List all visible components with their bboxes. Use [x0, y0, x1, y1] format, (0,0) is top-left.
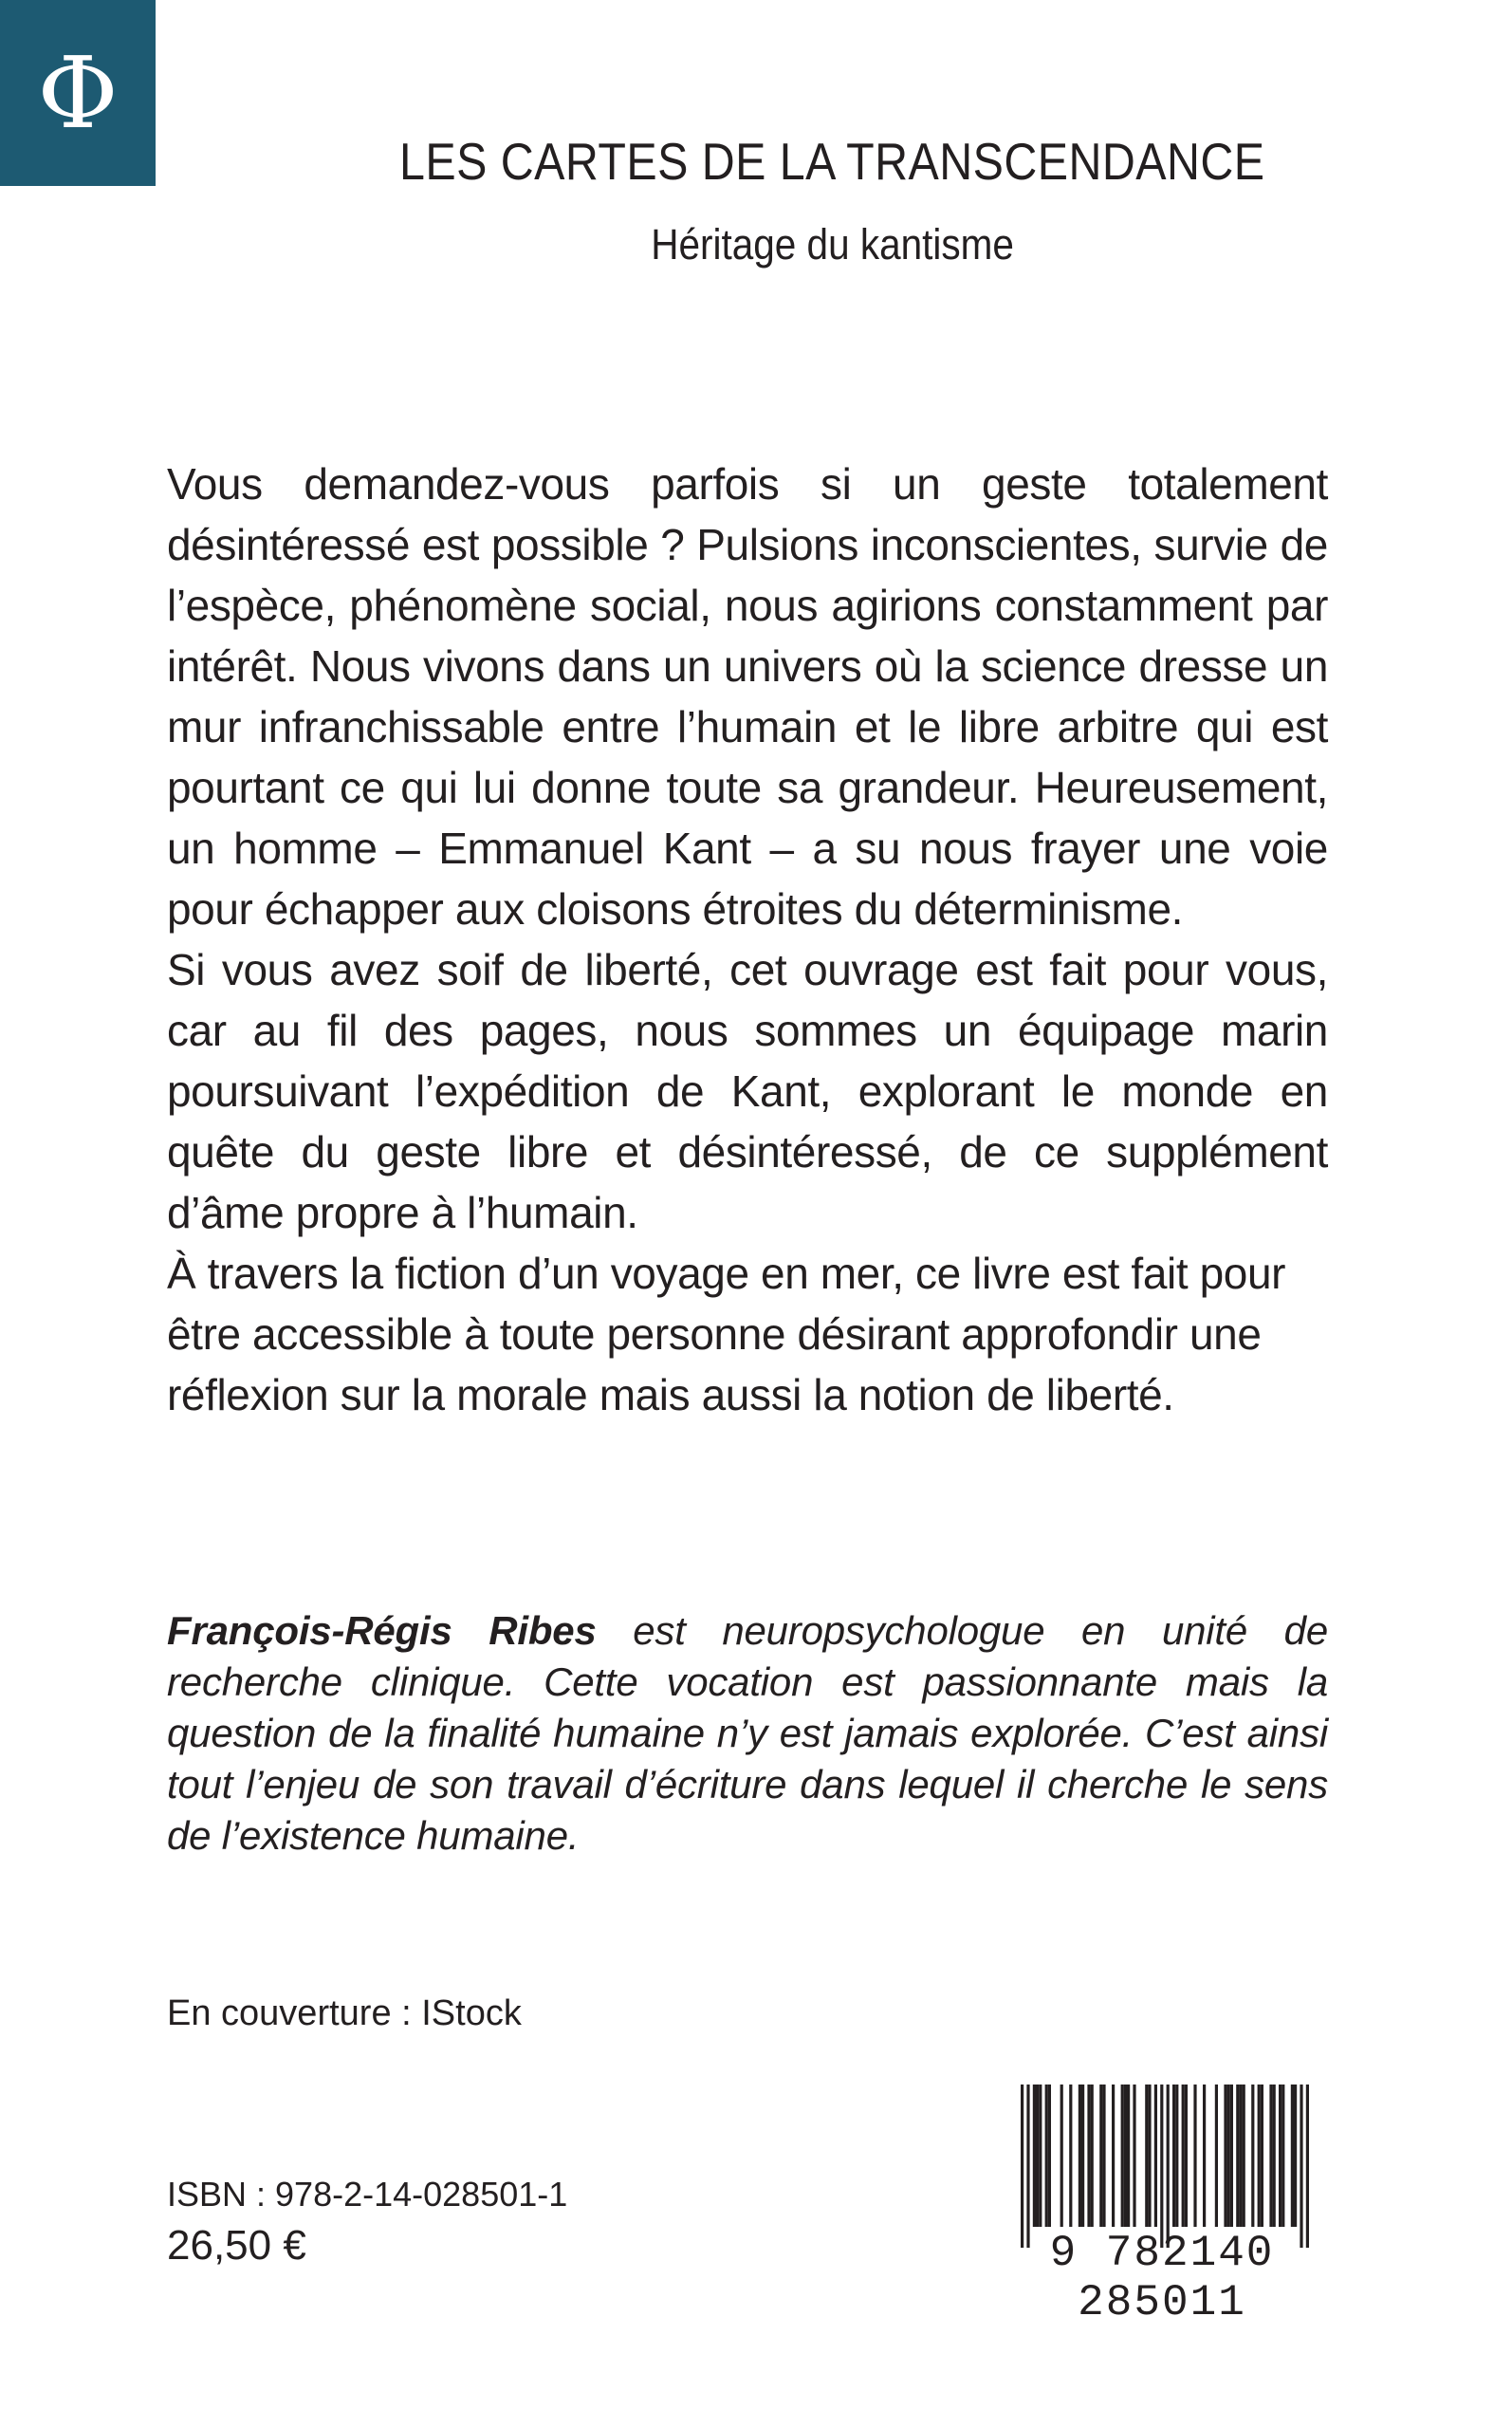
barcode-bar [1243, 2085, 1245, 2227]
barcode-bar [1026, 2085, 1029, 2248]
isbn: ISBN : 978-2-14-028501-1 [167, 2175, 568, 2214]
barcode-bar [1091, 2085, 1094, 2227]
barcode-bar [1227, 2085, 1230, 2227]
blurb-paragraph-2: Si vous avez soif de liberté, cet ouvrage est fait pour vous, car au fil des pages, nous sommes un équipage marin poursuivant l’expédition de Kant, explorant le monde en quête du geste libre et désintéressé, de ce supplément d’âme propre à l’humain. [167, 945, 1328, 1237]
barcode-bar [1279, 2085, 1282, 2227]
barcode-bar [1021, 2085, 1023, 2248]
barcode-bar [1282, 2085, 1284, 2227]
book-subtitle: Héritage du kantisme [651, 220, 1014, 269]
barcode-bar [1121, 2085, 1124, 2227]
barcode-bar [1133, 2085, 1135, 2227]
barcode-bar [1258, 2085, 1261, 2227]
barcode-bar [1033, 2085, 1036, 2227]
barcode-bar [1172, 2085, 1175, 2227]
author-name: François-Régis Ribes [167, 1608, 597, 1653]
barcode-bar [1069, 2085, 1072, 2227]
barcode-bar [1087, 2085, 1090, 2227]
barcode-bar [1124, 2085, 1127, 2227]
barcode-bar [1239, 2085, 1242, 2227]
price: 26,50 € [167, 2222, 306, 2269]
barcode-digits: 9 782140 285011 [1049, 2229, 1275, 2327]
phi-logo-icon: Φ [37, 35, 119, 151]
blurb-paragraph-3: À travers la fiction d’un voyage en mer, ce livre est fait pour être accessible à toute personne désirant approfondir une réflexion sur la morale mais aussi la notion de liberté. [167, 1249, 1286, 1419]
barcode-bar [1081, 2085, 1084, 2227]
barcode-bar [1273, 2085, 1276, 2227]
barcode-bar [1251, 2085, 1254, 2227]
barcode-bar [1306, 2085, 1309, 2248]
barcode-bar [1160, 2085, 1163, 2248]
barcode-bar [1185, 2085, 1188, 2227]
barcode-bar [1154, 2085, 1157, 2227]
barcode-bar [1099, 2085, 1102, 2227]
barcode-bar [1112, 2085, 1115, 2227]
barcode-bar [1102, 2085, 1105, 2227]
barcode-bar [1193, 2085, 1196, 2227]
barcode-bar [1294, 2085, 1297, 2227]
barcode-bar [1175, 2085, 1178, 2227]
barcode-bar [1230, 2085, 1233, 2227]
book-title: LES CARTES DE LA TRANSCENDANCE [399, 132, 1265, 191]
barcode-bar [1039, 2085, 1042, 2227]
author-bio [167, 1605, 1328, 1862]
barcode-bar [1300, 2085, 1302, 2248]
cover-credit: En couverture : IStock [167, 1993, 522, 2033]
barcode-bar [1215, 2085, 1218, 2227]
barcode-bar [1224, 2085, 1226, 2227]
publisher-logo [0, 0, 156, 186]
barcode-bar [1145, 2085, 1148, 2227]
barcode-bar [1048, 2085, 1051, 2227]
barcode-bar [1261, 2085, 1263, 2227]
barcode-bar [1167, 2085, 1170, 2248]
barcode [981, 2085, 1343, 2327]
barcode-bar [1148, 2085, 1151, 2227]
barcode-bar [1182, 2085, 1185, 2227]
author-bio-text: est neuropsychologue en unité de recherche clinique. Cette vocation est passionnante mais la question de la finalité humaine n’y est jamais explorée. C’est ainsi tout l’enjeu de son travail d’écriture dans lequel il cherche le sens de l’existence humaine. [167, 1608, 1328, 1858]
barcode-bar [1269, 2085, 1272, 2227]
blurb-paragraph-1: Vous demandez-vous parfois si un geste totalement désintéressé est possible ? Pulsions inconscientes, survie de l’espèce, phénomène social, nous agirions constamment par intérêt. Nous vivons dans un univers où la science dresse un mur infranchissable entre l’humain et le libre arbitre qui est pourtant ce qui lui donne toute sa grandeur. Heureusement, un homme – Emmanuel Kant – a su nous frayer une voie pour échapper aux cloisons étroites du déterminisme. [167, 459, 1328, 934]
barcode-bar [1060, 2085, 1063, 2227]
barcode-bar [1079, 2085, 1081, 2227]
barcode-bar [1291, 2085, 1294, 2227]
barcode-bar [1236, 2085, 1239, 2227]
barcode-bar [1045, 2085, 1048, 2227]
barcode-bar [1127, 2085, 1130, 2227]
barcode-bar [1203, 2085, 1206, 2227]
barcode-bar [1036, 2085, 1039, 2227]
